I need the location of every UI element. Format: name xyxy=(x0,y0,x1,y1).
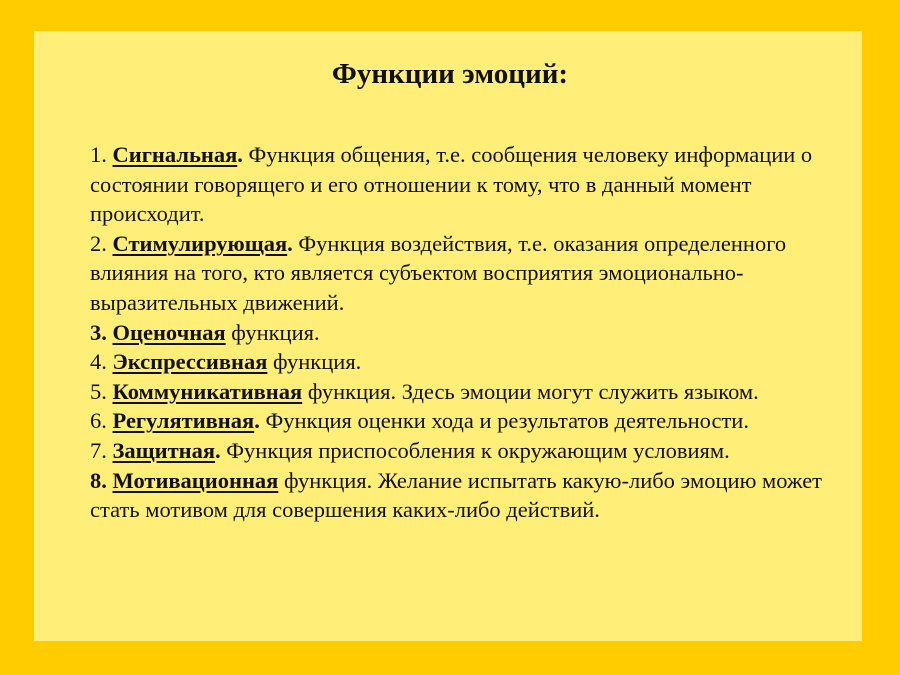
item-text: функция. Желание испытать какую-либо эмоцию может стать мотивом для совершения каких-либо действий. xyxy=(90,467,823,523)
item-text: Функция оценки хода и результатов деятельности. xyxy=(265,408,749,434)
item-term-punct: . xyxy=(215,437,221,463)
item-text: функция. Здесь эмоции могут служить языком. xyxy=(307,378,759,404)
item-number: 8. xyxy=(90,467,107,493)
item-text: функция. xyxy=(273,349,362,375)
item-term: Коммуникативная xyxy=(112,378,303,404)
item-term: Стимулирующая xyxy=(112,230,288,256)
item-term: Сигнальная xyxy=(112,142,238,167)
item-text: Функция приспособления к окружающим условиям. xyxy=(226,437,730,463)
item-text: Функция общения, т.е. сообщения человеку информации о состоянии говорящего и его отношении к тому, что в данный момент происходит. xyxy=(90,142,813,227)
item-number: 1. xyxy=(90,142,107,167)
item-text: Функция воздействия, т.е. оказания определенного влияния на того, кто является субъектом восприятия эмоционально-выразительных движений. xyxy=(90,230,787,315)
item-number: 2. xyxy=(90,230,107,256)
list-item-communicative xyxy=(90,377,830,407)
list-item-protective xyxy=(90,436,830,466)
item-term-punct: . xyxy=(254,408,260,434)
item-term-punct: . xyxy=(237,142,243,167)
list-item-regulative xyxy=(90,406,830,436)
functions-list xyxy=(90,140,830,525)
item-term: Мотивационная xyxy=(112,467,279,493)
item-term: Защитная xyxy=(112,437,216,463)
item-number: 5. xyxy=(90,378,107,404)
list-item-expressive xyxy=(90,347,830,377)
item-term: Оценочная xyxy=(112,319,226,345)
slide-title: Функции эмоций: xyxy=(331,58,569,90)
list-item-motivational xyxy=(90,466,830,525)
item-number: 7. xyxy=(90,437,107,463)
item-number: 4. xyxy=(90,349,107,375)
item-term-punct: . xyxy=(287,230,293,256)
item-term: Регулятивная xyxy=(112,408,255,434)
list-item-stimulating xyxy=(90,229,830,318)
list-item-evaluative xyxy=(90,318,830,348)
item-term: Экспрессивная xyxy=(112,349,268,375)
item-number: 6. xyxy=(90,408,107,434)
item-text: функция. xyxy=(231,319,320,345)
list-item-signal xyxy=(90,140,830,229)
item-number: 3. xyxy=(90,319,107,345)
